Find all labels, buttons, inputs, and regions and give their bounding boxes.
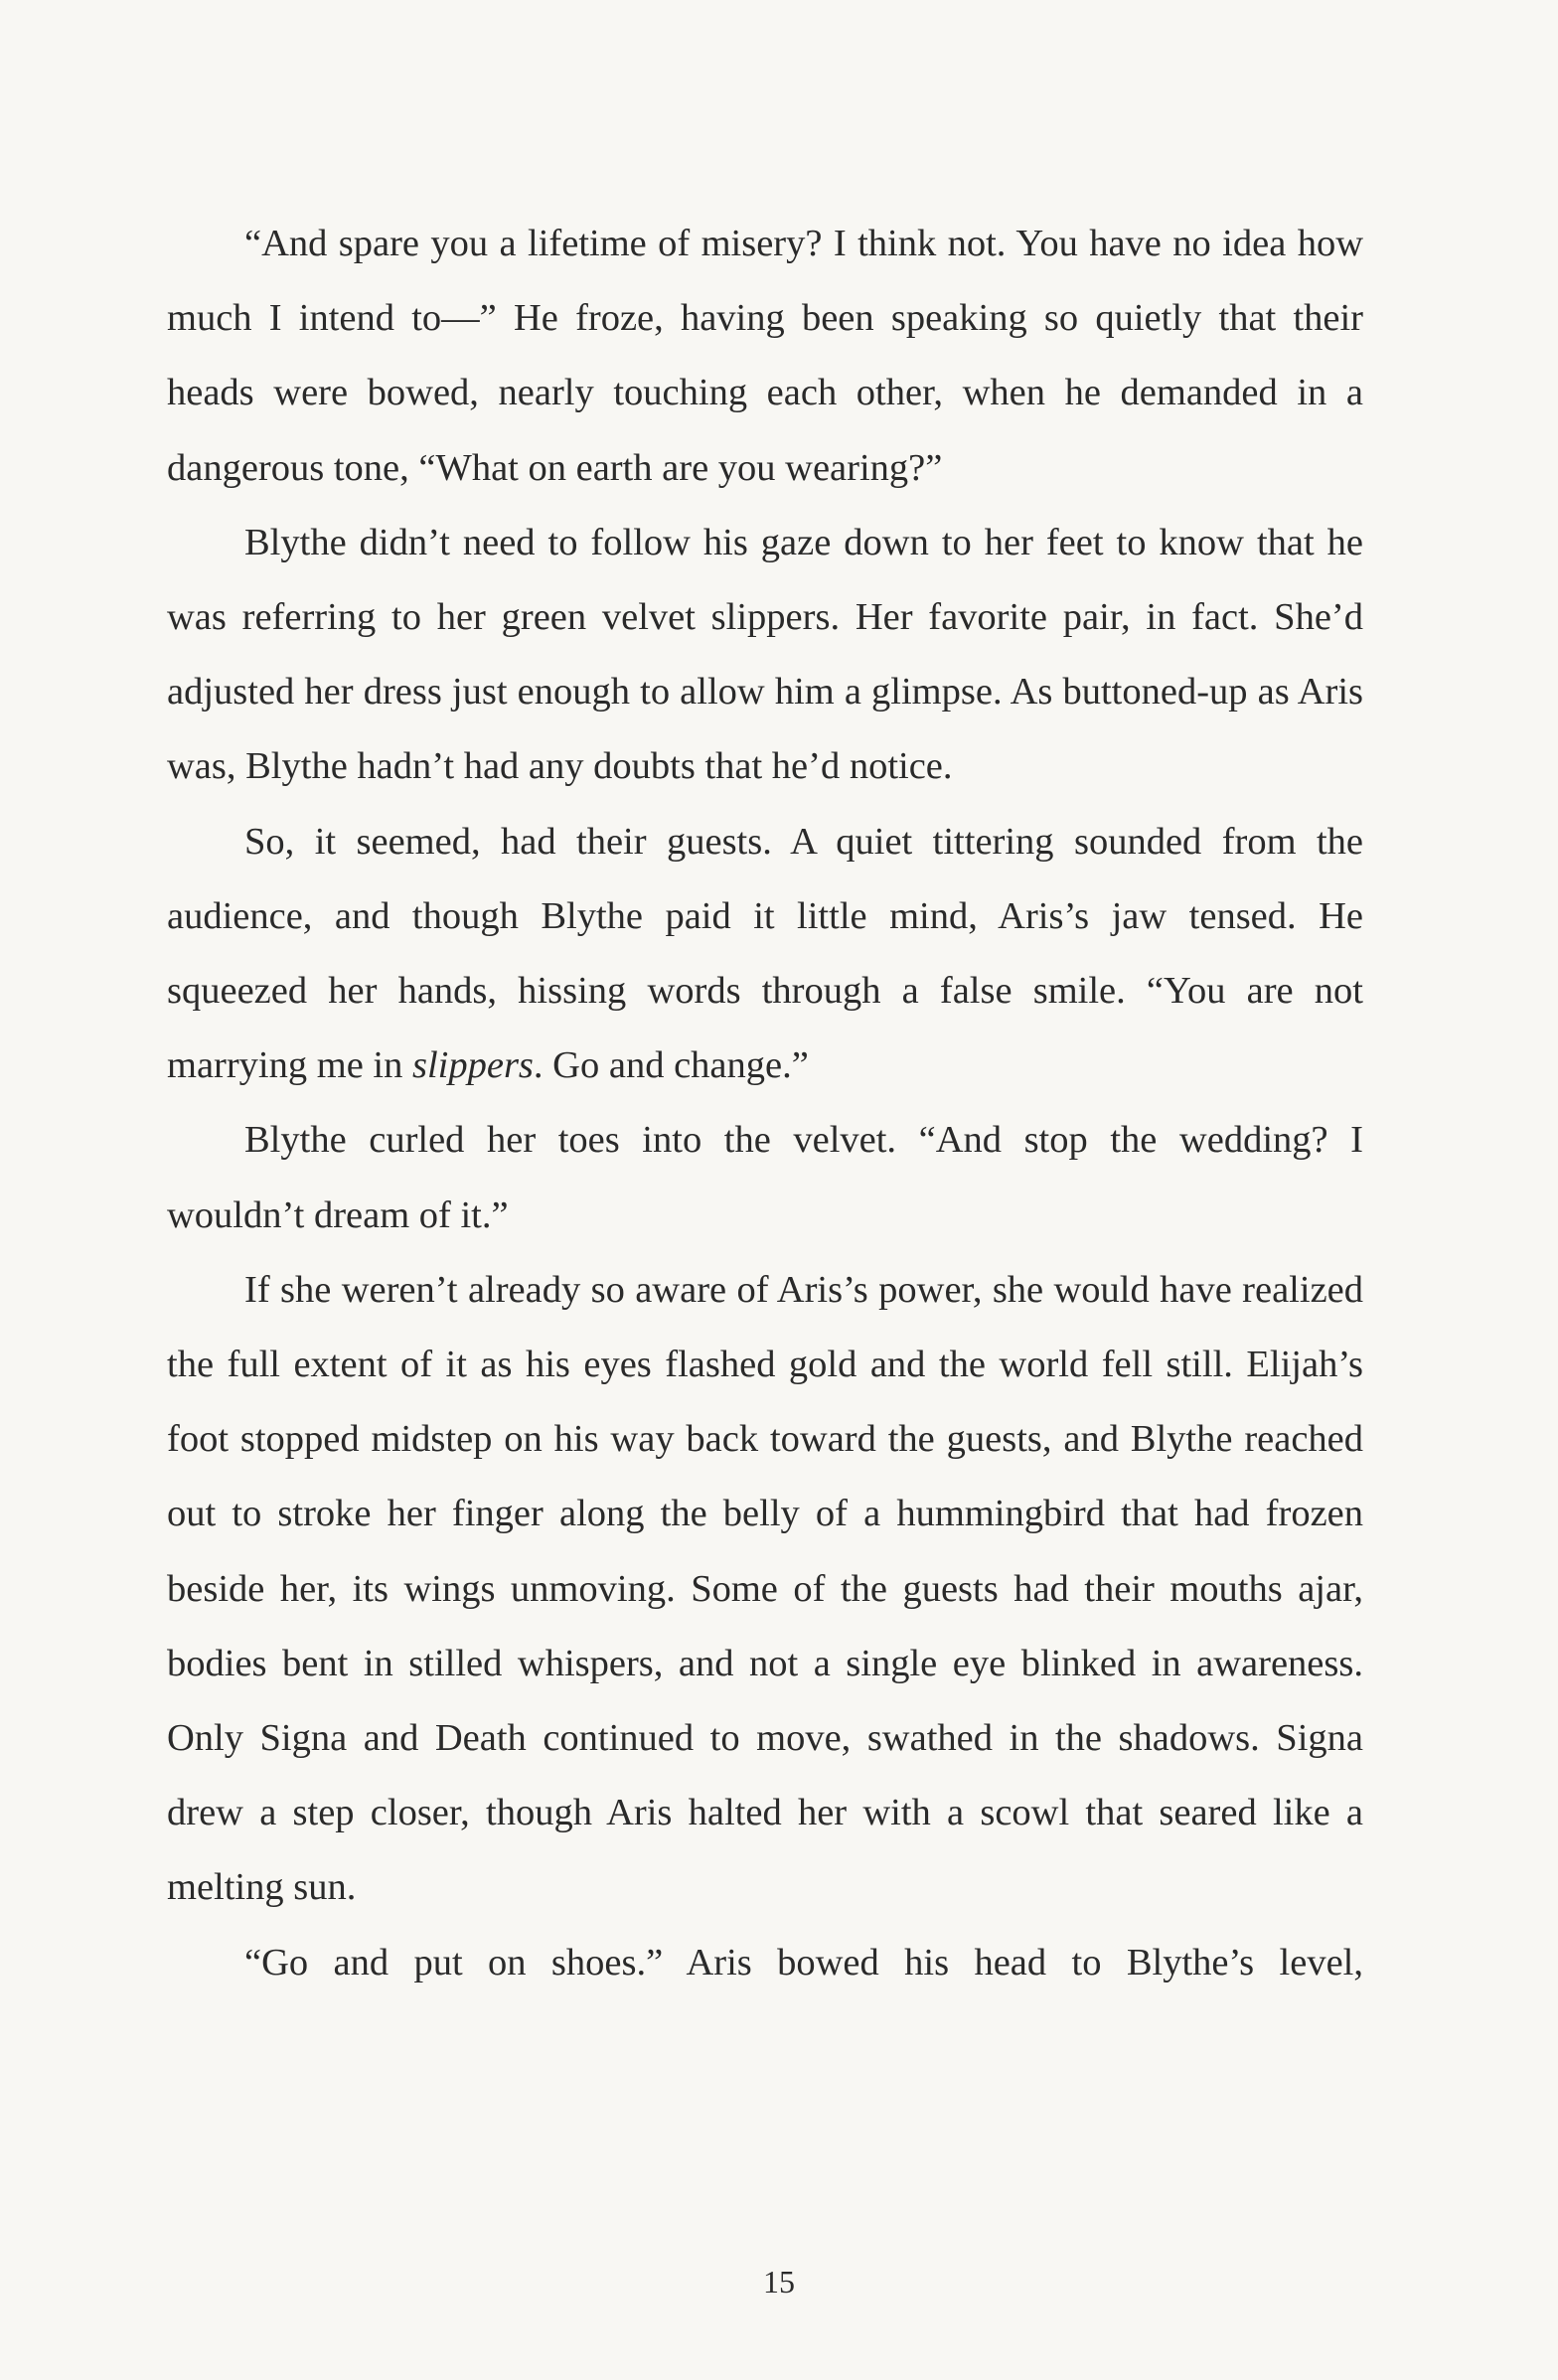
paragraph-5: If she weren’t already so aware of Aris’s power, she would have realized the full extent of it as his eyes flashed gold and the world fell still. Elijah’s foot stopped midstep on his way back toward the guests, and Blythe reached out to stroke her finger along the belly of a hummingbird that had frozen beside her, its wings unmoving. Some of the guests had their mouths ajar, bodies bent in stilled whispers, and not a single eye blinked in awareness. Only Signa and Death continued to move, swathed in the shadows. Signa drew a step closer, though Aris halted her with a scowl that seared like a melting sun. (167, 1268, 1363, 1909)
paragraph-6: “Go and put on shoes.” Aris bowed his head to Blythe’s level, (244, 1941, 1363, 1983)
paragraph-1: “And spare you a lifetime of misery? I think not. You have no idea how much I intend to—” He froze, having been speaking so quietly that their heads were bowed, nearly touching each other, when he demanded in a dangerous tone, “What on earth are you wearing?” (167, 223, 1363, 489)
paragraph-3 (167, 805, 1363, 1104)
paragraph-4: Blythe curled her toes into the velvet. “And stop the wedding? I wouldn’t dream of it.” (167, 1119, 1363, 1236)
paragraph-3-after: . Go and change.” (533, 1044, 809, 1087)
paragraph-2: Blythe didn’t need to follow his gaze down to her feet to know that he was referring to her green velvet slippers. Her favorite pair, in fact. She’d adjusted her dress just enough to allow him a glimpse. As buttoned-up as Aris was, Blythe hadn’t had any doubts that he’d notice. (167, 521, 1363, 788)
paragraph-3-italic: slippers (411, 1044, 534, 1087)
page-number: 15 (763, 2264, 795, 2300)
paragraph-3-before: So, it seemed, had their guests. A quiet tittering sounded from the audience, and though Blythe paid it little mind, Aris’s jaw tensed. He squeezed her hands, hissing words through a false smile. “You are not marrying me in (167, 820, 1363, 1087)
body-text (167, 207, 1363, 2000)
